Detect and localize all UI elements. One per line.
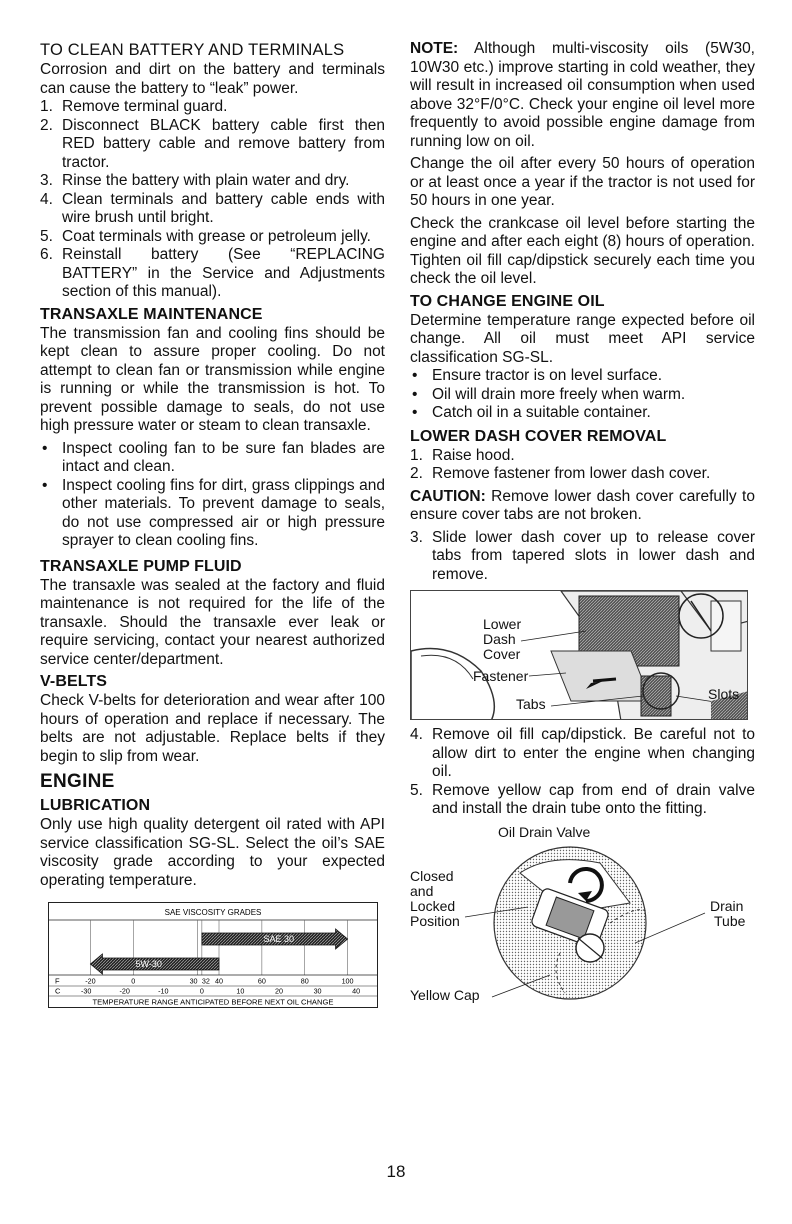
f-tick-label: 32 bbox=[201, 976, 210, 986]
vbelts-body: Check V-belts for deterioration and wear after 100 hours of operation and replace if necessary. The belts are not adjustable. Replace belts if they begin to slip from wear. bbox=[40, 692, 385, 765]
label-drain: Drain bbox=[710, 897, 744, 914]
series-label: 5W-30 bbox=[135, 959, 162, 969]
label-tabs: Tabs bbox=[516, 696, 546, 712]
list-item: • Ensure tractor is on level surface. bbox=[412, 367, 663, 384]
oil-drain-leaders bbox=[410, 825, 748, 1003]
transaxle-body: The transmission fan and cooling fins should be kept clean to assure proper cooling. Do not attempt to clean fan or transmission while engine is running or while the transmission is hot. To prevent possible damage to seals, do not use high pressure water or steam to clean transaxle. bbox=[40, 324, 385, 434]
f-tick-label: 100 bbox=[341, 976, 354, 986]
dash-cover-heading: LOWER DASH COVER REMOVAL bbox=[410, 427, 667, 445]
list-item: • Inspect cooling fins for dirt, grass clippings and other materials. To prevent damage to seals, do not use compressed air or high pressure sprayer to clean cooling fins. bbox=[42, 476, 385, 549]
right-column bbox=[410, 40, 755, 1003]
c-tick-label: 0 bbox=[199, 986, 204, 996]
label-locked: Locked bbox=[410, 897, 456, 914]
pump-body: The transaxle was sealed at the factory and fluid maintenance is not required for the life of the transaxle. Should the transaxle ever leak or require servicing, contact your nearest authorized service center/department. bbox=[40, 576, 385, 668]
c-tick-label: -10 bbox=[158, 986, 169, 996]
list-item: 1. Raise hood. bbox=[410, 446, 515, 464]
label-lower: Lower bbox=[483, 616, 522, 632]
lubrication-heading: LUBRICATION bbox=[40, 797, 151, 814]
f-tick-label: 40 bbox=[215, 976, 223, 986]
label-and: and bbox=[410, 882, 434, 899]
lower-dash-figure bbox=[410, 590, 748, 720]
list-item: • Inspect cooling fan to be sure fan blades are intact and clean. bbox=[42, 439, 385, 475]
f-tick-label: 80 bbox=[300, 976, 309, 986]
chart-title: SAE VISCOSITY GRADES bbox=[164, 908, 262, 917]
list-item: 3. Slide lower dash cover up to release cover tabs from tapered slots in lower dash and remove. bbox=[410, 528, 755, 583]
label-position: Position bbox=[410, 912, 460, 929]
battery-heading: TO CLEAN BATTERY AND TERMINALS bbox=[40, 41, 345, 59]
change-oil-bullets bbox=[410, 367, 755, 423]
c-tick-label: 20 bbox=[275, 986, 283, 996]
left-column bbox=[40, 40, 385, 1008]
list-item: 5. Remove yellow cap from end of drain valve and install the drain tube onto the fitting. bbox=[410, 781, 755, 817]
transaxle-heading: TRANSAXLE MAINTENANCE bbox=[40, 305, 263, 323]
viscosity-chart-svg bbox=[49, 903, 377, 1007]
list-item: 5. Coat terminals with grease or petroleum jelly. bbox=[40, 227, 371, 245]
note-text: Although multi-viscosity oils (5W30, 10W30 etc.) improve starting in cold weather, they will result in increased oil consumption when used above 32°F/0°C. Check your engine oil level more frequently to avoid possible engine damage from running low on oil. bbox=[410, 40, 755, 150]
label-closed: Closed bbox=[410, 867, 454, 884]
f-tick-label: 60 bbox=[257, 976, 266, 986]
oil-check-interval: Check the crankcase oil level before starting the engine and after each eight (8) hours of operation. Tighten oil fill cap/dipstick securely each time you check the oil level. bbox=[410, 214, 755, 287]
series-label: SAE 30 bbox=[263, 934, 294, 944]
label-cover: Cover bbox=[483, 646, 521, 662]
chart-xlabel: TEMPERATURE RANGE ANTICIPATED BEFORE NEXT OIL CHANGE bbox=[92, 997, 334, 1007]
oil-change-interval: Change the oil after every 50 hours of operation or at least once a year if the tractor is not used for 50 hours in one year. bbox=[410, 155, 755, 209]
c-tick-label: 40 bbox=[352, 986, 361, 996]
transaxle-bullets bbox=[40, 440, 385, 551]
label-slots: Slots bbox=[708, 686, 740, 702]
f-row-label: F bbox=[55, 976, 60, 986]
lower-dash-illustration bbox=[411, 591, 748, 720]
drain-steps bbox=[410, 726, 755, 819]
list-item: 4. Clean terminals and battery cable ends with wire brush until bright. bbox=[40, 190, 385, 226]
change-oil-heading: TO CHANGE ENGINE OIL bbox=[410, 292, 605, 310]
vbelts-heading: V-BELTS bbox=[40, 673, 108, 690]
f-tick-label: -20 bbox=[85, 976, 96, 986]
dash-steps bbox=[410, 447, 755, 484]
f-tick-label: 0 bbox=[131, 976, 136, 986]
caution-text: Remove lower dash cover carefully to ensure cover tabs are not broken. bbox=[410, 487, 755, 523]
label-dash: Dash bbox=[483, 631, 516, 647]
pump-heading: TRANSAXLE PUMP FLUID bbox=[40, 557, 242, 575]
c-tick-label: -20 bbox=[119, 986, 130, 996]
label-yellow-cap: Yellow Cap bbox=[410, 986, 480, 1003]
caution-note bbox=[410, 488, 755, 525]
list-item: • Oil will drain more freely when warm. bbox=[412, 385, 686, 403]
list-item: 4. Remove oil fill cap/dipstick. Be careful not to allow dirt to enter the engine when changing oil. bbox=[410, 726, 755, 780]
c-tick-label: 10 bbox=[236, 986, 245, 996]
label-fastener: Fastener bbox=[473, 668, 529, 684]
dash-step-3 bbox=[410, 529, 755, 585]
engine-heading: ENGINE bbox=[40, 771, 115, 792]
list-item: 2. Remove fastener from lower dash cover. bbox=[410, 465, 711, 482]
caution-lead: CAUTION: bbox=[410, 487, 486, 505]
label-tube: Tube bbox=[714, 912, 746, 929]
lubrication-body: Only use high quality detergent oil rated with API service classification SG-SL. Select the oil’s SAE viscosity grade according to your expected operating temperature. bbox=[40, 816, 385, 889]
change-oil-body: Determine temperature range expected before oil change. All oil must meet API service classification SG-SL. bbox=[410, 311, 755, 366]
c-tick-label: -30 bbox=[80, 986, 92, 996]
battery-steps bbox=[40, 98, 385, 302]
c-tick-label: 30 bbox=[313, 986, 322, 996]
list-item: • Catch oil in a suitable container. bbox=[412, 404, 651, 421]
viscosity-chart bbox=[48, 902, 378, 1008]
list-item: 6. Reinstall battery (See “REPLACING BATTERY” in the Service and Adjustments section of this manual). bbox=[40, 246, 385, 300]
battery-intro: Corrosion and dirt on the battery and terminals can cause the battery to “leak” power. bbox=[40, 61, 385, 97]
page-number: 18 bbox=[386, 1162, 406, 1181]
oil-note bbox=[410, 40, 755, 151]
label-oil-drain-valve: Oil Drain Valve bbox=[498, 823, 591, 840]
c-row-label: C bbox=[55, 986, 61, 996]
note-lead: NOTE: bbox=[410, 40, 459, 57]
list-item: 3. Rinse the battery with plain water and dry. bbox=[40, 172, 350, 189]
oil-drain-figure bbox=[410, 825, 748, 1003]
f-tick-label: 30 bbox=[189, 976, 198, 986]
list-item: 2. Disconnect BLACK battery cable first then RED battery cable and remove battery from tractor. bbox=[40, 116, 385, 171]
list-item: 1. Remove terminal guard. bbox=[40, 98, 228, 115]
